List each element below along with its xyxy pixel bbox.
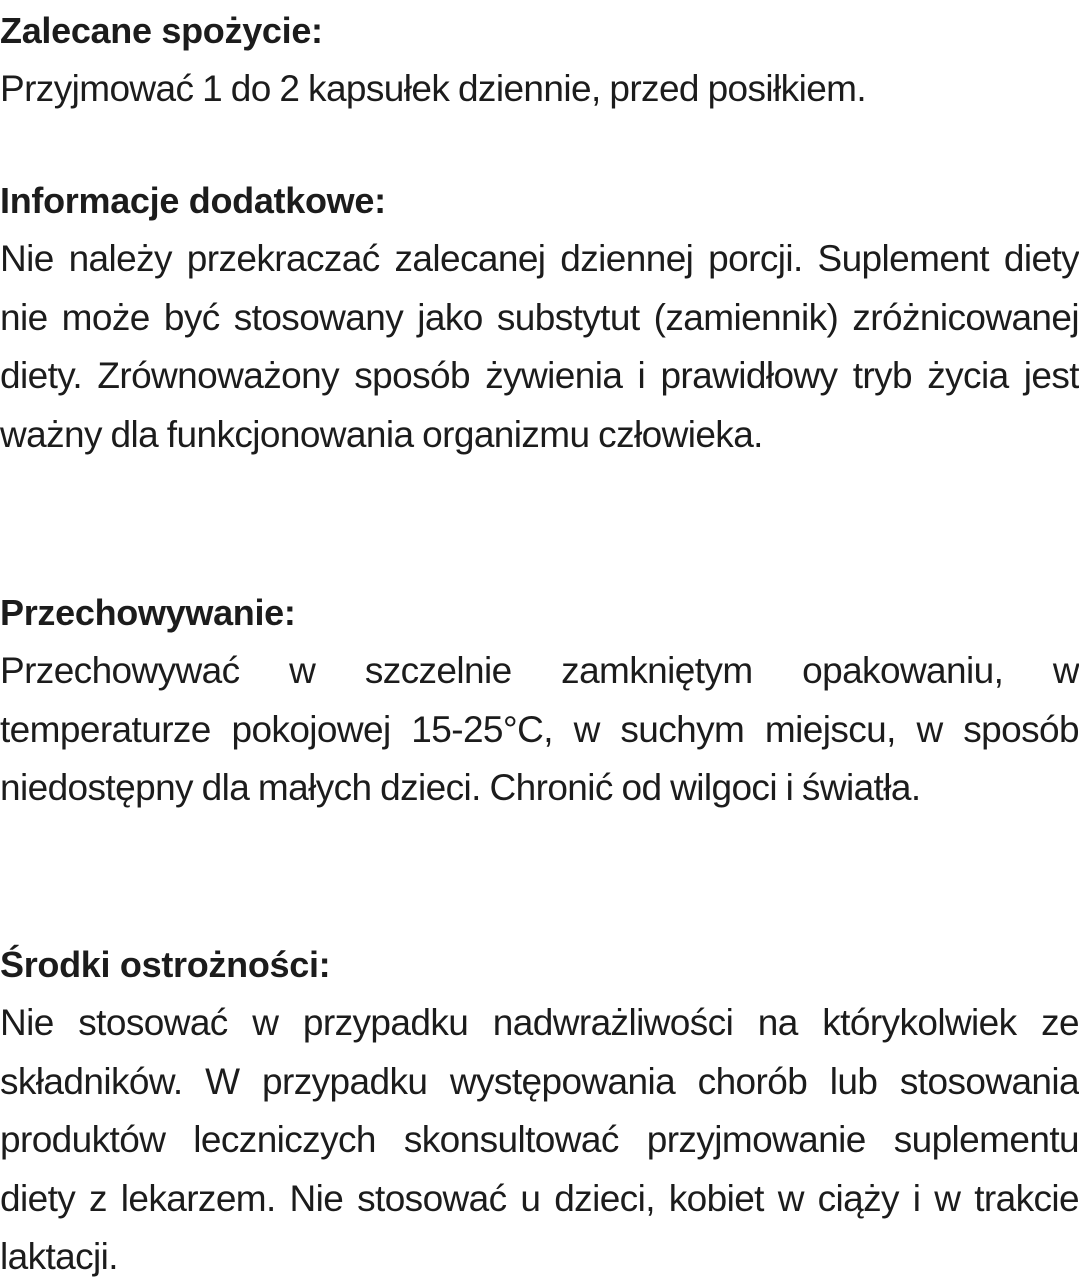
section-body: Nie należy przekraczać zalecanej dziennej porcji. Suplement diety nie może być stosowany jako substytut (zamiennik) zróżnicowanej diety. Zrównoważony sposób żywienia i prawidłowy tryb życia jest ważny dla funkcjonowania organizmu człowieka. xyxy=(0,238,1079,455)
section-body: Przechowywać w szczelnie zamkniętym opakowaniu, w temperaturze pokojowej 15-25°C, w suchym miejscu, w sposób niedostępny dla małych dzieci. Chronić od wilgoci i światła. xyxy=(0,650,1079,809)
section-precautions xyxy=(0,936,1079,1287)
section-body: Przyjmować 1 do 2 kapsułek dziennie, przed posiłkiem. xyxy=(0,68,867,109)
section-storage xyxy=(0,584,1079,818)
section-heading: Przechowywanie: xyxy=(0,592,296,633)
section-recommended-intake xyxy=(0,2,1079,119)
section-heading: Informacje dodatkowe: xyxy=(0,180,386,221)
section-heading: Środki ostrożności: xyxy=(0,944,331,985)
section-body: Nie stosować w przypadku nadwrażliwości na którykolwiek ze składników. W przypadku występowania chorób lub stosowania produktów leczniczych skonsultować przyjmowanie suplementu diety z lekarzem. Nie stosować u dzieci, kobiet w ciąży i w trakcie laktacji. xyxy=(0,1002,1079,1278)
section-heading: Zalecane spożycie: xyxy=(0,10,323,51)
section-additional-info xyxy=(0,172,1079,464)
